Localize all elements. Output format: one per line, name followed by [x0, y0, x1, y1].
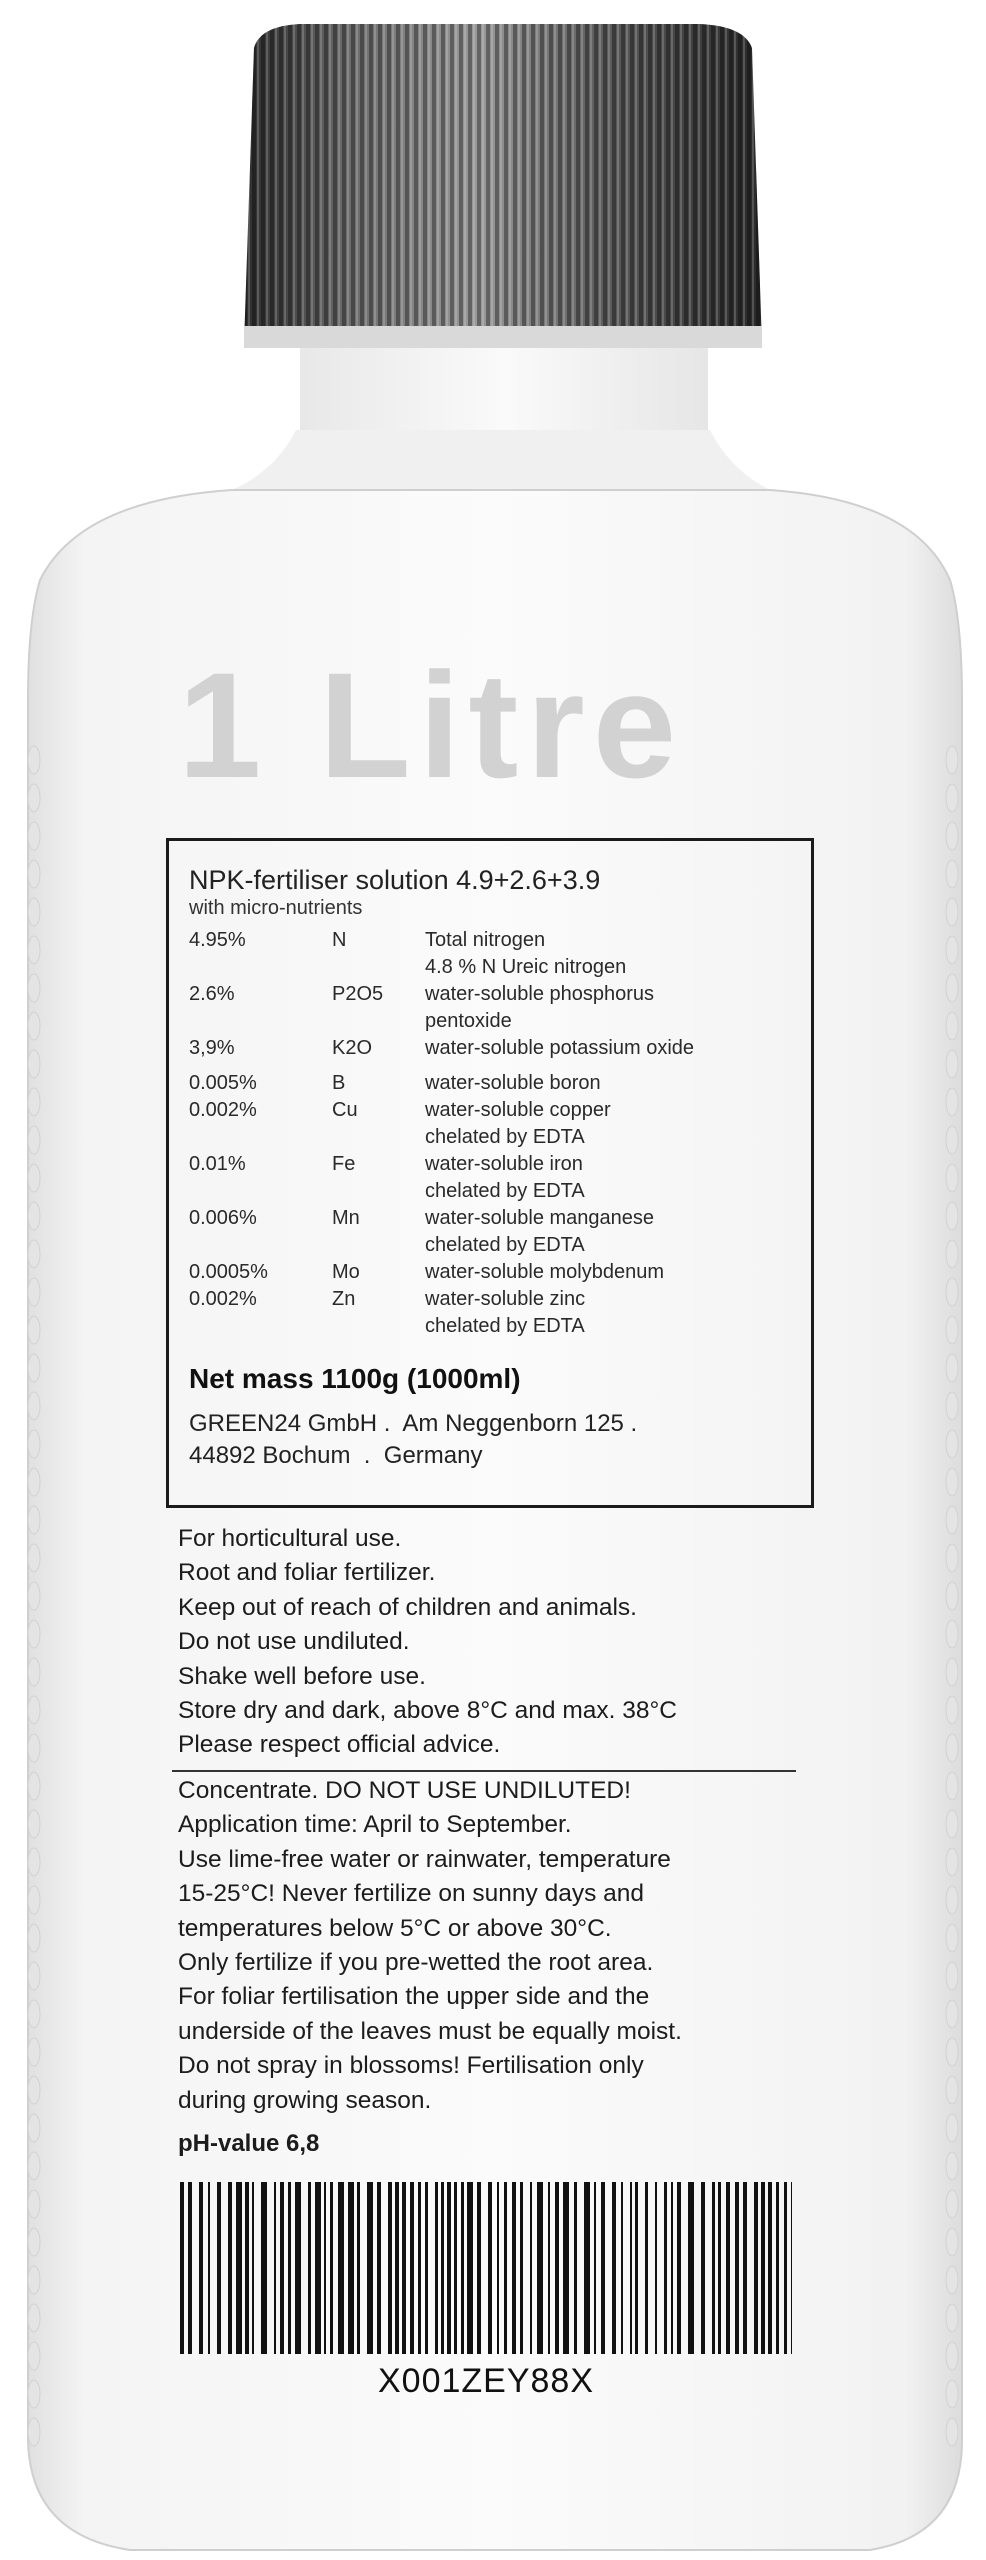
nutrient-description-line: chelated by EDTA — [425, 1180, 585, 1202]
nutrient-table — [189, 927, 791, 1340]
nutrient-percent: 0.002% — [189, 1099, 257, 1121]
nutrient-row-zn — [189, 1286, 791, 1340]
net-mass: Net mass 1100g (1000ml) — [189, 1363, 521, 1394]
nutrient-description-line: water-soluble phosphorus — [425, 983, 655, 1005]
application-line: Only fertilize if you pre-wetted the root area. — [178, 1949, 654, 1977]
nutrient-description — [425, 1035, 791, 1062]
nutrient-row-mn — [189, 1205, 791, 1259]
nutrient-description — [425, 1151, 791, 1205]
instruction-line: Keep out of reach of children and animals. — [178, 1593, 637, 1621]
nutrient-description-line: 4.8 % N Ureic nitrogen — [425, 956, 627, 978]
nutrient-percent: 4.95% — [189, 929, 246, 951]
nutrient-description — [425, 1286, 791, 1340]
label-subtitle: with micro-nutrients — [189, 897, 363, 919]
instruction-line: Shake well before use. — [178, 1662, 426, 1690]
nutrient-description-line: water-soluble copper — [425, 1099, 611, 1121]
nutrient-symbol: Zn — [332, 1288, 356, 1310]
nutrient-symbol: N — [332, 929, 347, 951]
nutrient-row-p2o5 — [189, 981, 791, 1035]
nutrient-description-line: chelated by EDTA — [425, 1126, 585, 1148]
instruction-line: Please respect official advice. — [178, 1731, 501, 1759]
nutrient-percent: 3,9% — [189, 1037, 235, 1059]
nutrient-description — [425, 1070, 791, 1097]
application-line: Application time: April to September. — [178, 1811, 572, 1839]
nutrient-description-line: chelated by EDTA — [425, 1315, 585, 1337]
instruction-line: Do not use undiluted. — [178, 1628, 410, 1656]
application-line: underside of the leaves must be equally moist. — [178, 2017, 682, 2045]
application-line: during growing season. — [178, 2086, 432, 2114]
nutrient-description — [425, 1205, 791, 1259]
nutrient-description-line: water-soluble potassium oxide — [425, 1037, 695, 1059]
nutrient-description-line: pentoxide — [425, 1010, 512, 1032]
nutrient-row-cu — [189, 1097, 791, 1151]
nutrient-row-b — [189, 1070, 791, 1097]
nutrient-percent: 0.002% — [189, 1288, 257, 1310]
nutrient-description-line: water-soluble manganese — [425, 1207, 655, 1229]
nutrient-percent: 2.6% — [189, 983, 235, 1005]
nutrient-symbol: Fe — [332, 1153, 356, 1175]
volume-heading: 1 Litre — [178, 641, 685, 809]
nutrient-percent: 0.0005% — [189, 1261, 268, 1283]
label-title: NPK-fertiliser solution 4.9+2.6+3.9 — [189, 865, 601, 895]
application-line: temperatures below 5°C or above 30°C. — [178, 1914, 612, 1942]
instruction-line: For horticultural use. — [178, 1525, 402, 1552]
application-line: Concentrate. DO NOT USE UNDILUTED! — [178, 1777, 631, 1804]
nutrient-description — [425, 981, 791, 1035]
application-line: 15-25°C! Never fertilize on sunny days and — [178, 1880, 645, 1908]
nutrient-percent: 0.006% — [189, 1207, 257, 1229]
nutrient-description — [425, 1259, 791, 1286]
nutrient-description — [425, 1097, 791, 1151]
nutrient-description-line: water-soluble molybdenum — [425, 1261, 665, 1283]
nutrient-description-line: water-soluble iron — [425, 1153, 583, 1175]
nutrient-symbol: Mn — [332, 1207, 360, 1229]
nutrient-description-line: water-soluble zinc — [425, 1288, 586, 1310]
nutrient-label — [166, 838, 814, 1508]
nutrient-symbol: Cu — [332, 1099, 358, 1121]
nutrient-symbol: Mo — [332, 1261, 360, 1283]
application-line: Do not spray in blossoms! Fertilisation only — [178, 2052, 644, 2080]
nutrient-description — [425, 927, 791, 981]
application-instructions — [178, 1774, 818, 2158]
nutrient-row-mo — [189, 1259, 791, 1286]
nutrient-row-fe — [189, 1151, 791, 1205]
barcode-number: X001ZEY88X — [377, 2362, 595, 2400]
nutrient-row-k2o — [189, 1035, 791, 1062]
nutrient-description-line: chelated by EDTA — [425, 1234, 585, 1256]
usage-instructions — [178, 1522, 818, 1763]
instruction-line: Root and foliar fertilizer. — [178, 1559, 436, 1587]
application-line: For foliar fertilisation the upper side and the — [178, 1983, 650, 2011]
ph-value: pH-value 6,8 — [178, 2130, 320, 2158]
application-line: Use lime-free water or rainwater, temperature — [178, 1845, 671, 1873]
nutrient-description-line: water-soluble boron — [425, 1072, 601, 1094]
company-address — [189, 1408, 791, 1472]
nutrient-symbol: B — [332, 1072, 346, 1094]
nutrient-percent: 0.005% — [189, 1072, 257, 1094]
section-divider — [172, 1770, 796, 1772]
instruction-line: Store dry and dark, above 8°C and max. 38°C — [178, 1697, 677, 1725]
company-address-line: 44892 Bochum . Germany — [189, 1442, 483, 1469]
nutrient-symbol: K2O — [332, 1037, 373, 1059]
nutrient-description-line: Total nitrogen — [425, 929, 546, 951]
nutrient-symbol: P2O5 — [332, 983, 384, 1005]
nutrient-row-n — [189, 927, 791, 981]
nutrient-percent: 0.01% — [189, 1153, 246, 1175]
company-address-line: GREEN24 GmbH . Am Neggenborn 125 . — [189, 1410, 638, 1437]
